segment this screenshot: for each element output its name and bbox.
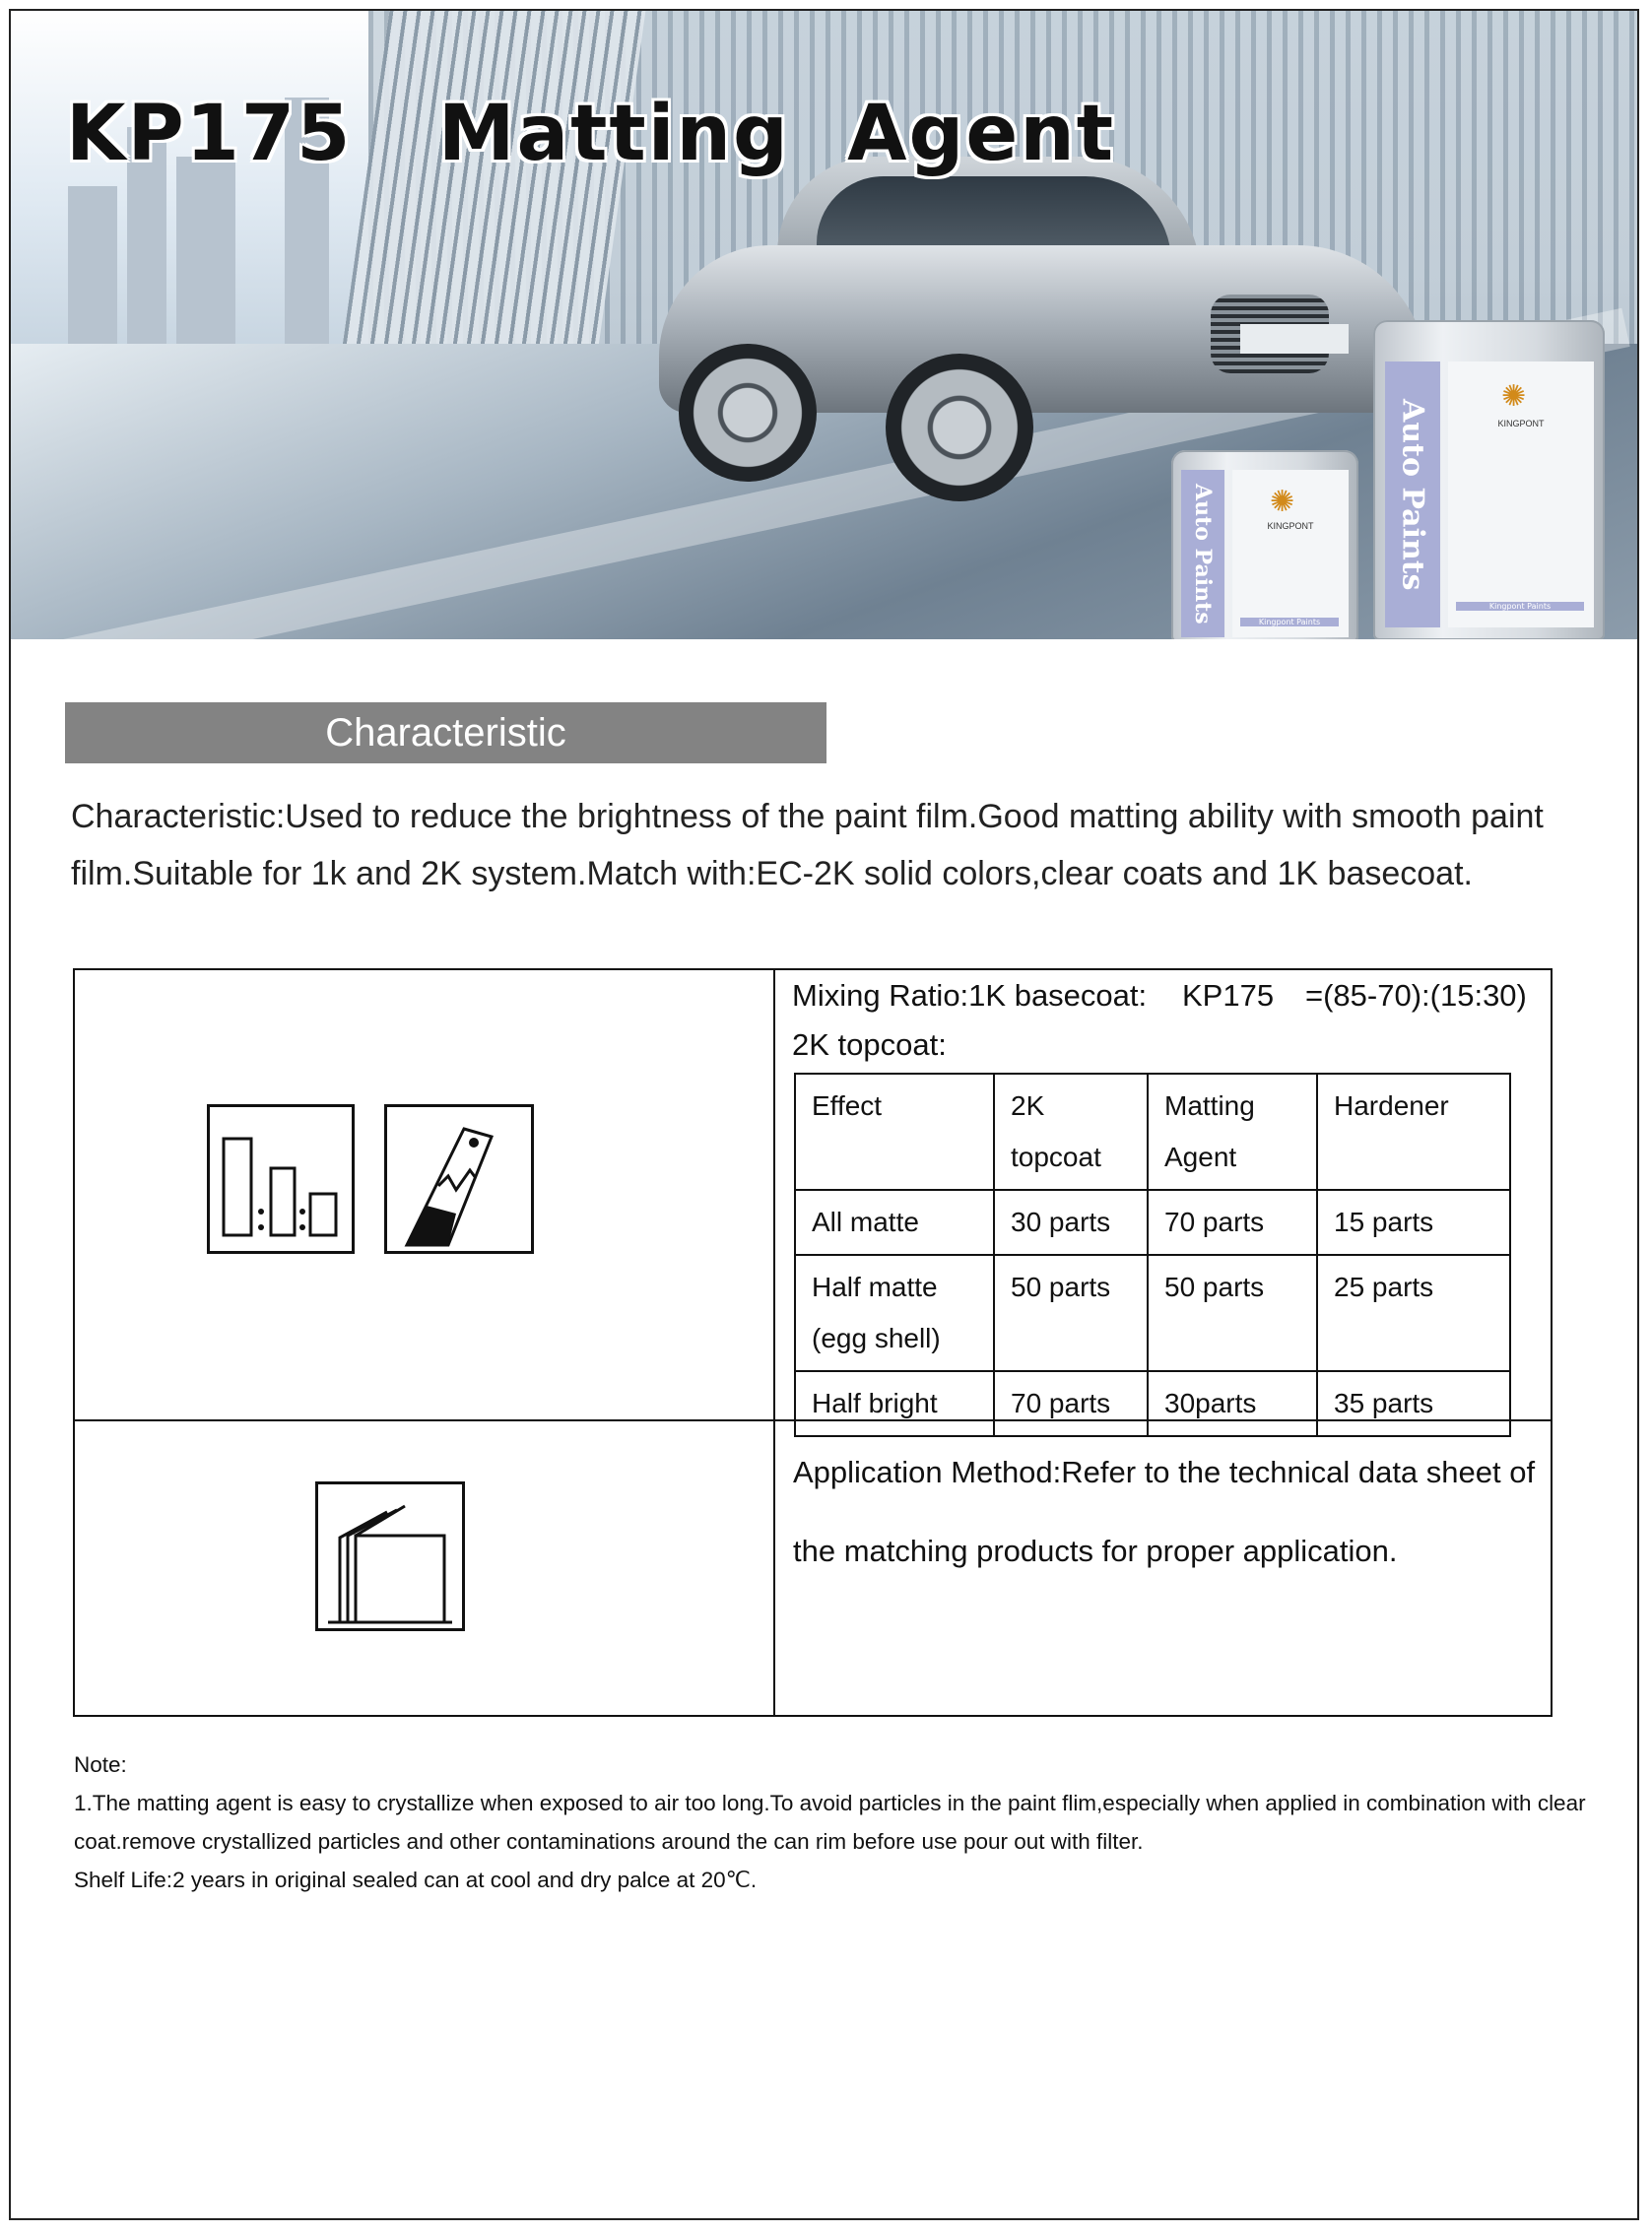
table-cell: 70 parts: [994, 1371, 1148, 1436]
technical-sheet-graphic: [318, 1484, 462, 1628]
table-cell: 25 parts: [1317, 1255, 1510, 1371]
table-cell: Half matte (egg shell): [795, 1255, 994, 1371]
mixing-ratio-product: KP175: [1182, 978, 1275, 1013]
table-cell: 30parts: [1148, 1371, 1317, 1436]
column-header: Hardener: [1317, 1074, 1510, 1190]
table-row: [795, 1255, 1510, 1371]
can-brand: KINGPONT: [1497, 419, 1545, 428]
note-line: 1.The matting agent is easy to crystallize when exposed to air too long.To avoid particles in the paint flim,especially when applied in combination with clear coat.remove crystallized particles and other contaminations around the can rim before use pour out with filter.: [74, 1791, 1586, 1854]
table-cell: Half bright: [795, 1371, 994, 1436]
application-method: Application Method:Refer to the technical data sheet of the matching products for proper application.: [793, 1455, 1536, 1568]
stirring-paddle-graphic: [387, 1107, 531, 1251]
can-brand: KINGPONT: [1267, 521, 1314, 531]
note-section: [74, 1745, 1591, 1899]
note-heading: Note:: [74, 1752, 127, 1777]
can-label: Auto Paints: [1181, 470, 1224, 637]
table-cell: 50 parts: [1148, 1255, 1317, 1371]
mixing-ratio-label: Mixing Ratio:1K basecoat:: [792, 978, 1148, 1013]
technical-sheet-icon: [315, 1481, 465, 1631]
table-divider-vertical: [773, 970, 775, 1715]
shelf-life: Shelf Life:2 years in original sealed can at cool and dry palce at 20℃.: [74, 1868, 758, 1892]
page-title: KP175 Matting Agent: [66, 90, 1116, 178]
can-footer: Kingpont Paints: [1240, 618, 1339, 626]
table-cell: 70 parts: [1148, 1190, 1317, 1255]
table-row: [795, 1371, 1510, 1436]
table-cell: 35 parts: [1317, 1371, 1510, 1436]
stirring-paddle-icon: [384, 1104, 534, 1254]
kingpont-logo-icon: ✺: [1501, 379, 1527, 414]
can-label: Auto Paints: [1385, 361, 1440, 627]
table-cell: 30 parts: [994, 1190, 1148, 1255]
table-row: [795, 1190, 1510, 1255]
table-header-row: [795, 1074, 1510, 1190]
characteristic-description: Characteristic:Used to reduce the brightness of the paint film.Good matting ability with smooth paint film.Suitable for 1k and 2K system.Match with:EC-2K solid colors,clear coats and 1K basecoat.: [71, 798, 1544, 892]
table-cell: All matte: [795, 1190, 994, 1255]
column-header: 2K topcoat: [994, 1074, 1148, 1190]
mixing-ratio-value: =(85-70):(15:30): [1305, 978, 1527, 1013]
column-header: Effect: [795, 1074, 994, 1190]
table-cell: 50 parts: [994, 1255, 1148, 1371]
mixing-ratio-graphic: [210, 1107, 352, 1251]
table-cell: 15 parts: [1317, 1190, 1510, 1255]
column-header: Matting Agent: [1148, 1074, 1317, 1190]
spec-table: [73, 968, 1553, 1717]
topcoat-label: 2K topcoat:: [792, 1027, 947, 1062]
kingpont-logo-icon: ✺: [1270, 485, 1295, 519]
can-footer: Kingpont Paints: [1456, 602, 1584, 611]
section-heading: Characteristic: [65, 702, 826, 763]
mixing-ratio-icon: [207, 1104, 355, 1254]
mixing-ratio-table: [794, 1073, 1511, 1437]
